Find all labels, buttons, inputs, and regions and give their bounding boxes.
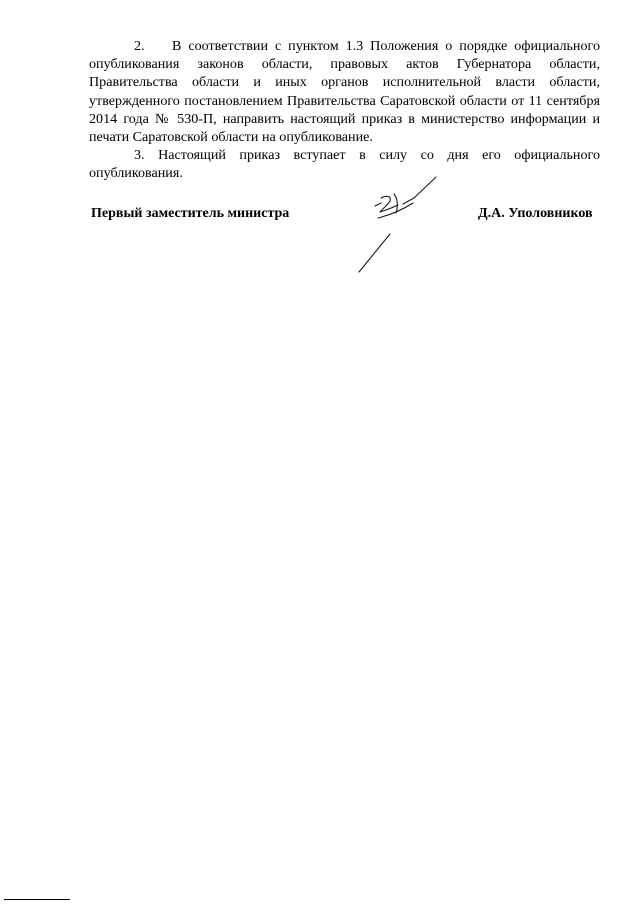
signatory-position: Первый заместитель министра — [91, 206, 290, 221]
paragraph-2-number: 2. — [134, 38, 145, 54]
paragraph-2 — [89, 37, 600, 146]
paragraph-3-text: Настоящий приказ вступает в силу со дня его официального опубликования. — [89, 147, 600, 182]
handwritten-signature — [350, 172, 450, 282]
footer-rule — [4, 899, 70, 900]
paragraph-3-number: 3. — [134, 147, 145, 164]
paragraph-3 — [89, 146, 600, 182]
signatory-name: Д.А. Уполовников — [478, 206, 593, 221]
document-body — [89, 37, 600, 183]
paragraph-2-text: В соответствии с пунктом 1.3 Положения о порядке официального опубликования законов области, правовых актов Губернатора области, Правительства области и иных органов исполнительной власти области, утвержденного постановлением Правительства Саратовской области от 11 сентября 2014 года № 530-П, направить настоящий приказ в министерство информации и печати Саратовской области на опубликование. — [89, 38, 600, 146]
